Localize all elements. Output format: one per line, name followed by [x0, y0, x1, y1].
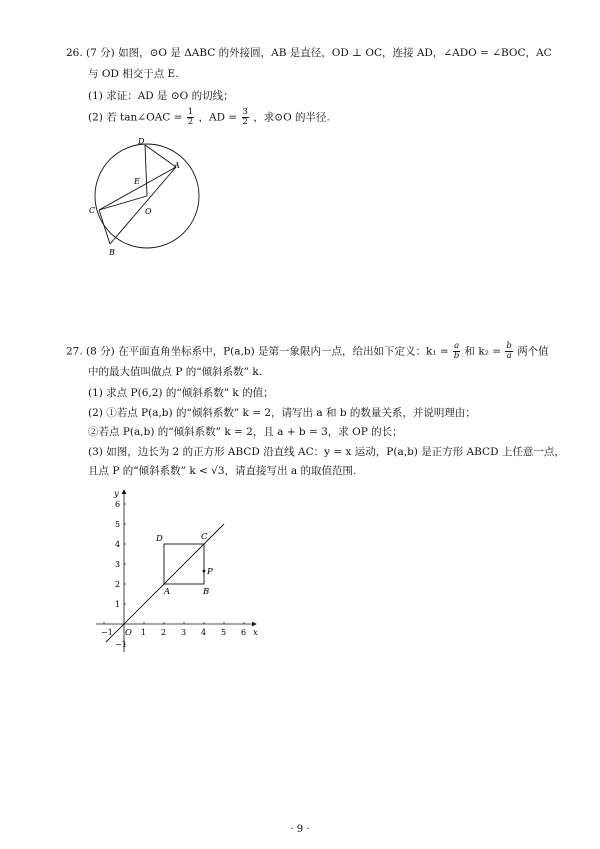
q27-part2a: (2) ①若点 P(a,b) 的“倾斜系数” k = 2，请写出 a 和 b 的数量关系，并说明理由；: [88, 407, 476, 419]
q27-part1: (1) 求点 P(6,2) 的“倾斜系数” k 的值；: [88, 387, 274, 399]
q27-k1-den: b: [453, 351, 460, 361]
x-tick-label: 4: [201, 628, 207, 637]
q27-stem-1a: 在平面直角坐标系中，P(a,b) 是第一象限内一点，给出如下定义：k₁ =: [118, 345, 449, 358]
label-sq-a: A: [164, 587, 171, 597]
label-origin: O: [125, 628, 132, 638]
x-tick-label: 2: [161, 628, 167, 637]
label-a: A: [174, 161, 180, 170]
y-tick-label: 5: [115, 520, 121, 529]
y-tick-label: 1: [115, 600, 121, 609]
label-sq-p: P: [207, 567, 213, 577]
y-tick-label: 6: [115, 500, 121, 509]
point-p: [203, 570, 206, 573]
q26-frac-2-den: 2: [242, 117, 248, 127]
y-tick-label: −1: [115, 640, 127, 649]
q27-part3b: 且点 P 的“倾斜系数” k < √3，请直接写出 a 的取值范围.: [88, 465, 357, 477]
y-tick-label: 4: [115, 540, 121, 549]
q27-stem-1c: 两个值: [517, 345, 549, 358]
y-tick-label: 3: [115, 560, 121, 569]
page-number: · 9 ·: [290, 824, 310, 835]
x-tick-label: 5: [221, 628, 227, 637]
label-b: B: [109, 248, 115, 257]
q27-k1-frac: [453, 342, 460, 361]
diameter-ab: [110, 167, 176, 244]
q26-part1: (1) 求证：AD 是 ⊙O 的切线；: [88, 90, 234, 102]
q27-k2-den: a: [506, 351, 512, 361]
q27-figure: [90, 484, 270, 659]
label-sq-d: D: [156, 534, 163, 544]
q27-stem-1b: 和 k₂ =: [464, 345, 502, 358]
label-x-axis: x: [253, 628, 258, 638]
y-tick-label: 2: [115, 580, 121, 589]
q26-line-1: [66, 46, 552, 60]
segment-ad: [145, 145, 176, 167]
q27-number: 27.: [66, 345, 83, 358]
label-c: C: [89, 206, 96, 215]
x-tick-label: 1: [141, 628, 147, 637]
q26-part2: [88, 108, 330, 127]
q26-part2-suffix: ，求⊙O 的半径.: [253, 111, 330, 124]
label-sq-b: B: [203, 587, 210, 597]
label-y-axis: y: [114, 489, 119, 499]
segment-od: [145, 145, 147, 196]
segment-co: [99, 196, 147, 210]
q26-figure: [86, 132, 216, 262]
q27-line-1: [66, 342, 549, 361]
x-tick-label: −1: [101, 628, 113, 637]
segment-cb: [99, 210, 110, 244]
x-tick-label: 3: [181, 628, 187, 637]
label-e: E: [134, 177, 140, 186]
q26-stem-1: 如图，⊙O 是 ΔABC 的外接圆，AB 是直径，OD ⊥ OC，连接 AD，∠ADO = ∠BOC，AC: [118, 47, 552, 59]
q27-part2b: ②若点 P(a,b) 的“倾斜系数” k = 2，且 a + b = 3，求 OP 的长；: [88, 426, 403, 438]
q27-k1-num: a: [454, 341, 460, 351]
x-tick-label: 6: [241, 628, 247, 637]
label-d: D: [138, 137, 145, 146]
q27-k2-num: b: [506, 341, 512, 351]
q26-frac-1-num: 1: [187, 107, 194, 117]
q26-frac-2: [242, 108, 249, 127]
q26-frac-2-num: 3: [242, 107, 248, 117]
q26-frac-1-den: 2: [187, 117, 194, 127]
q26-number: 26.: [66, 47, 83, 59]
label-o: O: [145, 207, 152, 216]
q27-k2-frac: [505, 342, 512, 361]
q26-score: (7 分): [86, 47, 115, 59]
q27-score: (8 分): [86, 345, 115, 358]
q27-part3a: (3) 如图，边长为 2 的正方形 ABCD 沿直线 AC：y = x 运动，P(a,b) 是正方形 ABCD 上任意一点，: [88, 446, 565, 458]
chord-ac: [99, 167, 176, 210]
q26-part2-prefix: (2) 若 tan∠OAC =: [88, 111, 183, 124]
q26-stem-2: 与 OD 相交于点 E.: [88, 68, 179, 80]
q27-stem-2: 中的最大值叫做点 P 的“倾斜系数” k.: [88, 366, 263, 378]
q26-part2-mid: ，AD =: [198, 111, 238, 124]
label-sq-c: C: [201, 532, 208, 542]
q26-frac-1: [187, 108, 194, 127]
